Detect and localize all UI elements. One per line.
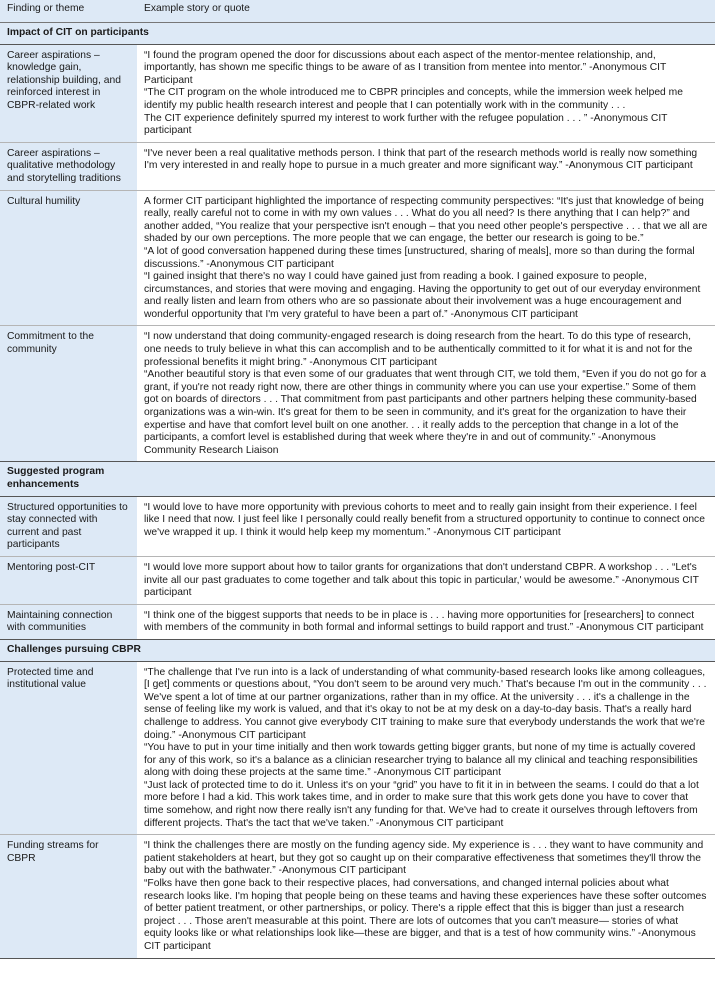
- quote-cell: [137, 142, 715, 190]
- theme-cell: Mentoring post-CIT: [0, 556, 137, 604]
- header-quote: Example story or quote: [137, 0, 715, 23]
- quote-text: “I gained insight that there's no way I could have gained just from reading a book. I gained exposure to people, circumstances, and stories that were moving and engaging. Having the opportunity to get out of our everyday environment and really listen and learn from others who are so passionate about their involvement was a huge encouragement and wonderful opportunity that I'm very grateful to have been a part of.” -Anonymous CIT participant: [144, 271, 701, 320]
- table-row: [0, 142, 715, 190]
- quote-text: “Another beautiful story is that even some of our graduates that went through CIT, we told them, “Even if you do not go for a grant, if you're not ready right now, there are other things in community where you can use your expertise.” Some of them got on boards of directors . . . That commitment from past participants and other partners helping these community-based organizations was a win-win. It's great for them to be seen in community, and it's great for the organization to have their expertise and have that comfort level built on one another. . . it really adds to the perception that change in a lot of the participants, a comfort level is established during that week where they're in and out of community.” -Anonymous Community Research Liaison: [144, 369, 707, 456]
- quote-text: A former CIT participant highlighted the importance of respecting community perspectives: “It's just that knowledge of being really, really careful not to come in with my own values . . . What do you all need? Is there anything that I can help?” and another added, “You realize that your perspective isn't enough – that you need other people's perspective . . . that we all are shaded by our own perceptions. The more people that we can engage, the better our research is going to be.”: [144, 195, 708, 245]
- quote-text: “Folks have then gone back to their respective places, had conversations, and changed internal policies about what research looks like. I'm hoping that people being on these teams and having these experiences have these softer outcomes of better patient treatment, or other partnerships, or policy. There's a ripple effect that this is bigger than just a research project . . . Those aren't measurable at this point. There are lots of outcomes that you can't measure— stories of what equity looks like or what relationships look like—these are bigger, and that is a test of how community wins.” -Anonymous CIT participant: [144, 878, 707, 952]
- theme-cell: Career aspirations – qualitative methodology and storytelling traditions: [0, 142, 137, 190]
- theme-cell: Funding streams for CBPR: [0, 835, 137, 958]
- quote-cell: [137, 44, 715, 142]
- quote-text: “I've never been a real qualitative methods person. I think that part of the research methods world is really now something I'm very interested in and really hope to pursue in a much greater and more significant way.” -Anonymous CIT participant: [144, 147, 698, 172]
- table-row: [0, 326, 715, 462]
- theme-cell: Protected time and institutional value: [0, 661, 137, 835]
- theme-cell: Career aspirations – knowledge gain, relationship building, and reinforced interest in CBPR-related work: [0, 44, 137, 142]
- quote-text: “Just lack of protected time to do it. Unless it's on your “grid” you have to fit it in in between the seams. I could do that a lot more before I had a kid. This work takes time, and in order to make sure that this work gets done you have to cover that time somehow, and right now there really isn't any funding for that. We've had to create it ourselves through leftovers from different projects. That's the tact that we've taken.” -Anonymous CIT participant: [144, 779, 699, 829]
- quote-text: “I think the challenges there are mostly on the funding agency side. My experience is . . . they want to have community and patient stakeholders at heart, but they got so caught up on their comparative effectiveness that sometimes they'll throw the baby out with the bathwater.” -Anonymous CIT participant: [144, 840, 704, 877]
- table-row: [0, 835, 715, 958]
- header-finding: Finding or theme: [0, 0, 137, 23]
- quote-cell: [137, 604, 715, 639]
- table-row: [0, 604, 715, 639]
- table-row: [0, 556, 715, 604]
- table-row: [0, 496, 715, 556]
- quote-cell: [137, 556, 715, 604]
- quote-text: “The CIT program on the whole introduced me to CBPR principles and concepts, while the immersion week helped me identify my public health research interest and people that I can potentially work with in the community . . .: [144, 87, 683, 111]
- quote-cell: [137, 496, 715, 556]
- section-heading: Challenges pursuing CBPR: [0, 639, 715, 661]
- quote-text: “I found the program opened the door for discussions about each aspect of the mentor-mentee relationship, and, importantly, has shown me specific things to be aware of as I transition from mentee into mentor.” -Anonymous CIT Participant: [144, 49, 667, 86]
- quote-text: “I would love to have more opportunity with previous cohorts to meet and to really gain insight from their experience. I feel like I need that now. I just feel like I personally could really benefit from a structured opportunity to continue to connect once we've wrapped it up. I think it would help keep my momentum.” -Anonymous CIT participant: [144, 501, 705, 538]
- quote-text: “I would love more support about how to tailor grants for organizations that don't understand CBPR. A workshop . . . “Let's invite all our past graduates to come together and talk about this topic in particular,' would be awesome.” -Anonymous CIT participant: [144, 561, 699, 599]
- theme-cell: Commitment to the community: [0, 326, 137, 462]
- theme-cell: Cultural humility: [0, 190, 137, 326]
- quote-cell: [137, 326, 715, 462]
- quote-cell: [137, 661, 715, 835]
- quote-text: “The challenge that I've run into is a lack of understanding of what community-based research looks like among colleagues, [I get] comments or questions about, “You don't seem to be around very much.' That's because I'm out in the community . . . We've spent a lot of time at our partner organizations, rather than in my office. At the university . . . it's a challenge in the sense of feeling like my work is valued, and that it's okay to not be at my desk on a day-to-day basis. That's a really hard challenge to address. You cannot give everybody CIT training to make sure that everybody understands the work that we're doing.” -Anonymous CIT participant: [144, 666, 707, 741]
- theme-cell: Maintaining connection with communities: [0, 604, 137, 639]
- section-heading: Suggested program enhancements: [0, 462, 715, 496]
- quote-cell: [137, 835, 715, 958]
- table-header: [0, 0, 715, 23]
- quote-text: “A lot of good conversation happened during these times [unstructured, sharing of meals], more so than during the formal discussions.” -Anonymous CIT participant: [144, 245, 695, 270]
- table-row: [0, 661, 715, 835]
- quote-text: “I now understand that doing community-engaged research is doing research from the heart. To do this type of research, one needs to truly believe in what this can accomplish and to be authentically committed to it for what it is and not for the professional benefits it might bring.” -Anonymous CIT participant: [144, 331, 693, 368]
- table-row: [0, 190, 715, 326]
- theme-cell: Structured opportunities to stay connected with current and past participants: [0, 496, 137, 556]
- quote-text: “I think one of the biggest supports that needs to be in place is . . . having more opportunities for [researchers] to connect with members of the community in both formal and informal settings to build rapport and trust.” -Anonymous CIT participant: [144, 609, 704, 634]
- table-row: [0, 44, 715, 142]
- quote-text: “You have to put in your time initially and then work towards getting bigger grants, but none of my time is actually covered for any of this work, so it's a balance as a clinician researcher trying to balance all my clinical and teaching responsibilities along with doing these projects at the same time.” -Anonymous CIT participant: [144, 742, 698, 779]
- quote-cell: [137, 190, 715, 326]
- section-heading: Impact of CIT on participants: [0, 23, 715, 45]
- quote-text: The CIT experience definitely spurred my interest to work further with the refugee population . . . ” -Anonymous CIT participant: [144, 112, 668, 137]
